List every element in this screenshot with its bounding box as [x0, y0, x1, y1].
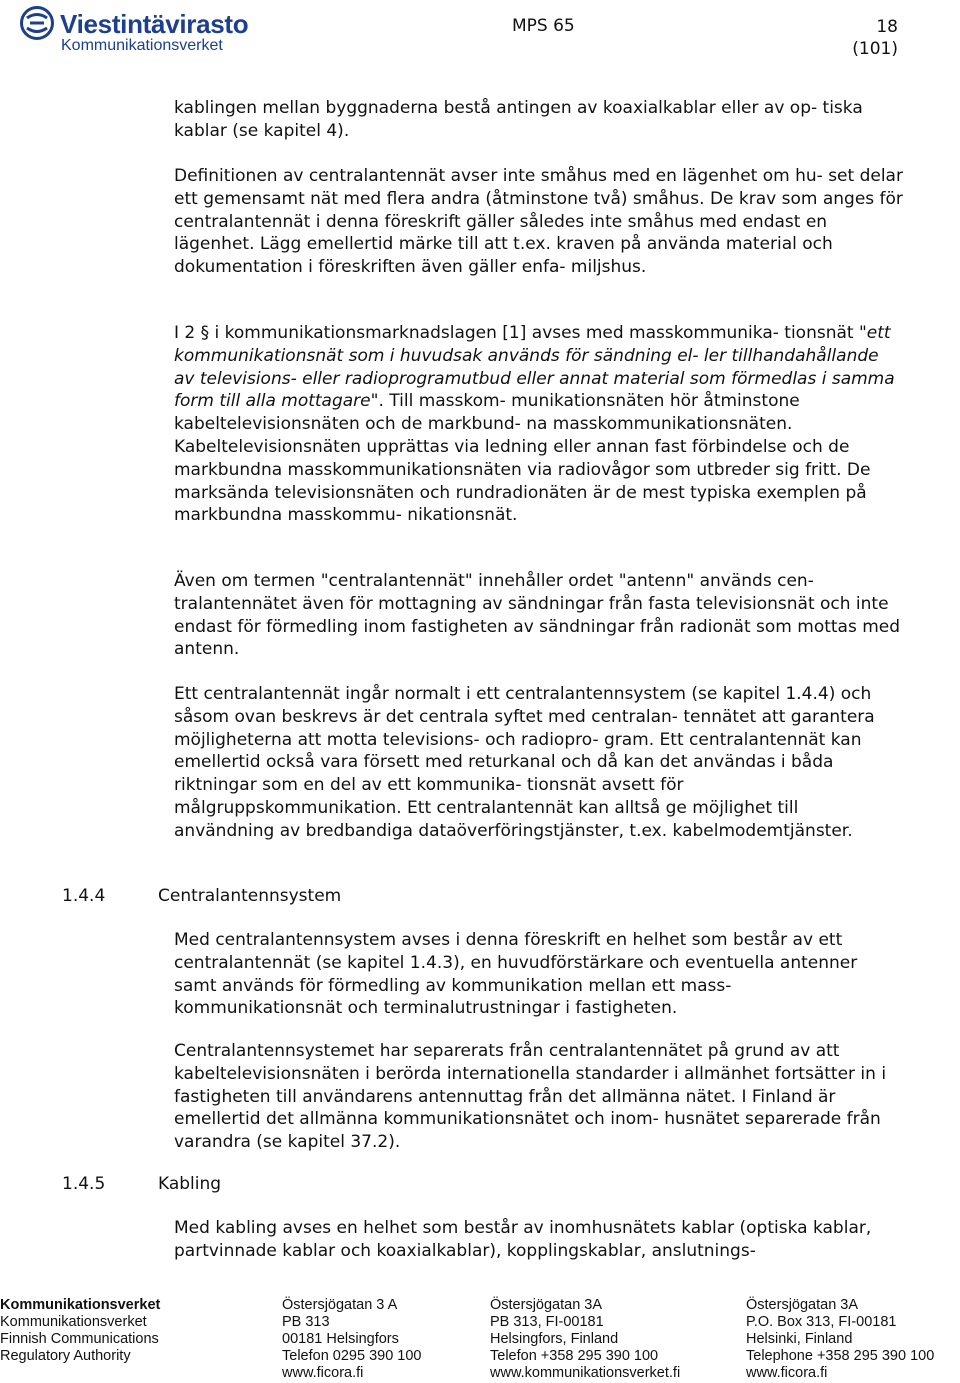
- footer-line: Helsingfors, Finland: [490, 1331, 619, 1347]
- footer-link[interactable]: www.ficora.fi: [282, 1365, 364, 1381]
- section-heading: [62, 1174, 221, 1194]
- paragraph: Centralantennsystemet har separerats från centralantennätet på grund av att kabeltelevisionsnäten i berörda internationella standarder i allmänhet fortsätter in i fastigheten till användarens antennuttag från det allmänna nätet. I Finland är emellertid det allmänna kommunikationsnätet och inom- husnätet separerade från varandra (se kapitel 37.2).: [174, 1041, 887, 1153]
- ficora-logo: [20, 6, 270, 54]
- footer-line: Kommunikationsverket: [0, 1314, 147, 1330]
- document-id: MPS 65: [512, 16, 575, 36]
- footer-line: PB 313, FI-00181: [490, 1314, 604, 1330]
- footer-line: Regulatory Authority: [0, 1348, 131, 1364]
- paragraph: kablingen mellan byggnaderna bestå antingen av koaxialkablar eller av op- tiska kablar (se kapitel 4).: [174, 98, 863, 141]
- footer-line: PB 313: [282, 1314, 330, 1330]
- footer-line: Telephone +358 295 390 100: [746, 1348, 935, 1364]
- footer-line: Östersjögatan 3A: [490, 1297, 603, 1313]
- paragraph: [174, 322, 904, 527]
- footer-line: Östersjögatan 3 A: [282, 1297, 398, 1313]
- ficora-emblem-icon: [20, 6, 54, 40]
- footer-line: P.O. Box 313, FI-00181: [746, 1314, 897, 1330]
- footer-line: Finnish Communications: [0, 1331, 159, 1347]
- footer-column-international-en: [746, 1297, 934, 1382]
- footer-line: Telefon +358 295 390 100: [490, 1348, 659, 1364]
- paragraph: Definitionen av centralantennät avser inte småhus med en lägenhet om hu- set delar ett gemensamt nät med flera andra (åtminstone två) småhus. De krav som anges för centralantennät i denna föreskrift gäller således inte småhus med endast en lägenhet. Lägg emellertid märke till att t.ex. kraven på använda material och dokumentation i föreskriften även gäller enfa- miljshus.: [174, 166, 903, 278]
- footer-line: Helsinki, Finland: [746, 1331, 853, 1347]
- quoted-definition: "ett kommunikationsnät som i huvudsak används för sändning el- ler tillhandahållande av televisions- eller radioprogramutbud eller annat material som förmedlas i samma form till alla mottagare": [174, 323, 895, 412]
- section-title: Centralantennsystem: [158, 886, 342, 906]
- footer-column-domestic: [282, 1297, 422, 1382]
- page-total: (101): [852, 39, 898, 59]
- footer-column-org: [0, 1297, 160, 1365]
- paragraph: Med kabling avses en helhet som består av inomhusnätets kablar (optiska kablar, partvinnade kablar och koaxialkablar), kopplingskablar, anslutnings-: [174, 1218, 872, 1261]
- footer-column-international-sv: [490, 1297, 680, 1382]
- paragraph: Även om termen "centralantennät" innehåller ordet "antenn" används cen- tralantennätet även för mottagning av sändningar från fasta televisionsnät och inte endast för förmedling inom fastigheten av sändningar från radionät som mottas med antenn.: [174, 571, 901, 660]
- logo-title: Viestintävirasto: [60, 9, 249, 39]
- footer-link[interactable]: www.kommunikationsverket.fi: [490, 1365, 681, 1381]
- paragraph-text: I 2 § i kommunikationsmarknadslagen [1] avses med masskommunika- tionsnät: [174, 323, 859, 343]
- footer-line: 00181 Helsingfors: [282, 1331, 399, 1347]
- paragraph-text: . Till masskom- munikationsnäten hör åtminstone kabeltelevisionsnäten och de markbund- na masskommunikationsnäten. Kabeltelevisionsnäten upprättas via ledning eller annan fast förbindelse och de markbundna masskommunikationsnäten via radiovågor som utbreder sig fritt. De marksända televisionsnäten och rundradionäten är de mest typiska exemplen på markbundna masskommu- nikationsnät.: [174, 391, 871, 526]
- logo-subtitle: Kommunikationsverket: [61, 37, 223, 54]
- paragraph: Med centralantennsystem avses i denna föreskrift en helhet som består av ett centralantennät (se kapitel 1.4.3), en huvudförstärkare och eventuella antenner samt används för förmedling av kommunikation mellan ett mass- kommunikationsnät och terminalutrustningar i fastigheten.: [174, 930, 858, 1019]
- footer-line: Telefon 0295 390 100: [282, 1348, 422, 1364]
- section-number: 1.4.5: [62, 1174, 106, 1194]
- footer-org-name: Kommunikationsverket: [0, 1297, 161, 1313]
- section-heading: [62, 886, 341, 906]
- footer-link[interactable]: www.ficora.fi: [746, 1365, 828, 1381]
- page-footer: [0, 1297, 960, 1383]
- footer-line: Östersjögatan 3A: [746, 1297, 859, 1313]
- paragraph: Ett centralantennät ingår normalt i ett centralantennsystem (se kapitel 1.4.4) och såsom ovan beskrevs är det centrala syftet med centralan- tennätet att garantera möjligheterna att motta televisions- och radiopro- gram. Ett centralantennät kan emellertid också vara försett med returkanal och då kan det användas i båda riktningar som en del av ett kommunika- tionsnät avsett för målgruppskommunikation. Ett centralantennät kan alltså ge möjlighet till användning av bredbandiga dataöverföringstjänster, t.ex. kabelmodemtjänster.: [174, 684, 875, 841]
- section-number: 1.4.4: [62, 886, 106, 906]
- page-number: [852, 16, 898, 60]
- section-title: Kabling: [158, 1174, 222, 1194]
- page-current: 18: [876, 17, 898, 37]
